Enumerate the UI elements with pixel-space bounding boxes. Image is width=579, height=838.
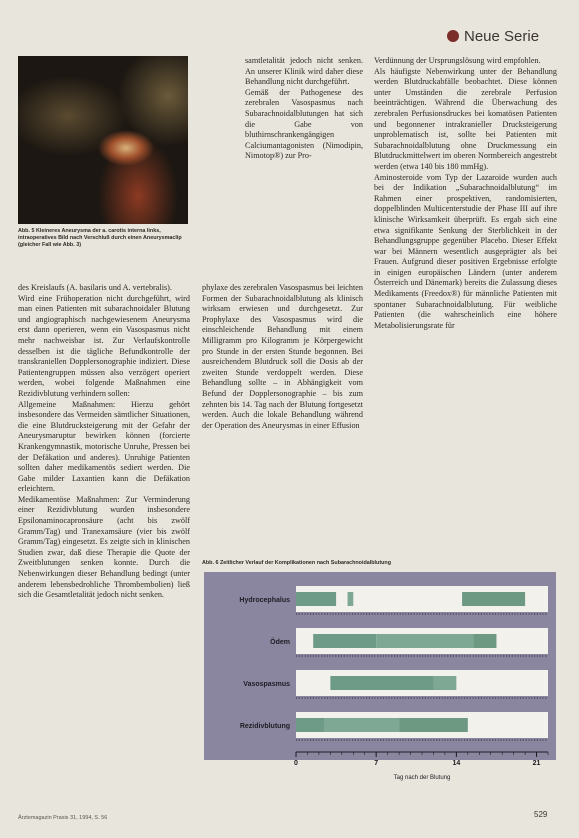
category-label: Ödem xyxy=(270,639,290,646)
paragraph: des Kreislaufs (A. basilaris und A. vertebralis). xyxy=(18,283,172,292)
figure-6-title: Abb. 6 Zeitlicher Verlauf der Komplikationen nach Subarachnoidalblutung xyxy=(202,560,391,566)
series-label: Neue Serie xyxy=(464,27,540,45)
footer-journal: Ärztemagazin Praxis 31, 1994, S. 56 xyxy=(18,815,108,821)
paragraph: Medikamentöse Maßnahmen: Zur Verminderung einer Rezidivblutung wurden insbesondere Epsilonaminocapronsäure (acht bis zwölf Gramm/Tag) und Tranexamsäure (vier bis zwölf Gramm/Tag) eingesetzt. Es zeigte sich in klinischen Studien zwar, daß diese Therapie die Quote der Zweitblutungen senken konnte. Durch die Nebenwirkungen dieser Behandlung bedingt (unter anderem lebensbedrohliche Thrombembolien) ließ sich die Gesamtletalität jedoch nicht senken. xyxy=(18,494,190,600)
paragraph: phylaxe des zerebralen Vasospasmus bei leichten Formen der Subarachnoidalblutung als klinisch wirksam erwiesen und durchgesetzt. Zur Prophylaxe des Vasospasmus wird die einschleichende Behandlung mit einem Milligramm pro Kilogramm je Körpergewicht pro Stunde in der ersten Stunde begonnen. Bei ausreichendem Blutdruck soll die Dosis ab der zweiten Stunde verdoppelt werden. Diese Behandlung sollte – in Abhängigkeit vom Befund der Dopplersonographie – bis zum zehnten bis 14. Tag nach der Blutung fortgesetzt werden. Auch die lokale Behandlung während der Operation des Aneurysmas in einer Effusion xyxy=(202,283,363,430)
page-number: 529 xyxy=(534,810,548,819)
complication-timeline-chart xyxy=(200,566,562,806)
timeline-bar xyxy=(296,718,325,732)
x-axis-label: Tag nach der Blutung xyxy=(393,775,451,781)
x-tick-label: 7 xyxy=(374,760,379,767)
text-column-2-bottom xyxy=(202,283,363,555)
timeline-bar xyxy=(325,718,399,732)
paragraph: Allgemeine Maßnahmen: Hierzu gehört insbesondere das Vermeiden sämtlicher Situationen, die eine Blutdrucksteigerung mit der Gefahr der Aneurysmaruptur bewirken können (forcierte Krankengymnastik, motorische Unruhe, Pressen bei der Defäkation und anderes). Unruhige Patienten sollten daher medikamentös sediert werden. Die Gabe milder Laxantien kann die Defäkation erleichtern. xyxy=(18,399,190,494)
category-label: Hydrocephalus xyxy=(239,597,290,604)
timeline-bar xyxy=(433,676,456,690)
aneurysm-photo xyxy=(18,56,188,224)
paragraph: Als häufigste Nebenwirkung unter der Behandlung werden Blutdruckabfälle beobachtet. Diese können unter Umständen die zerebrale Perfusion beeinträchtigen. Während die Überwachung des zerebralen Perfusionsdruckes bei komatösen Patienten und begonnener intrakranieller Drucksteigerung unproblematisch ist, sollte bei Patienten mit Subarachnoidalblutung ohne Druckmessung ein Blutdruckmittelwert im oberen Normbereich angestrebt werden (etwa 140 bis 180 mmHg). xyxy=(374,66,557,171)
x-tick-label: 14 xyxy=(452,760,461,767)
paragraph: Aminosteroide vom Typ der Lazaroide wurden auch bei der Indikation „Subarachnoidalblutung“ im Rahmen einer prospektiven, randomisierten, doppelblinden Multicenterstudie der Phase III auf ihre klinische Wirksamkeit überprüft. Es ergab sich eine etwa signifikante Senkung der Sterblichkeit in der Behandlungsgruppe gegenüber Placebo. Dieser Effekt war bei Männern wesentlich ausgeprägter als bei Frauen. Aufgrund dieser positiven Ergebnisse erfolgte in einigen europäischen Ländern (unter anderem Österreich und Dänemark) bereits die Zulassung dieses Medikaments (Freedox®) für männliche Patienten mit spontaner Subarachnoidalblutung. Für weibliche Patienten (die wahrscheinlich eine höhere Metabolisierungsrate für xyxy=(374,172,557,330)
timeline-bar xyxy=(399,718,468,732)
bullet-icon xyxy=(447,30,459,42)
paragraph: Wird eine Frühoperation nicht durchgeführt, wird man einen Patienten mit subarachnoidaler Blutung und angiographisch nachgewiesenem Aneurysma erst dann operieren, wenn ein Vasospasmus nicht mehr nachweisbar ist. Zur Verlaufskontrolle desselben ist die tägliche Befundkontrolle der transkraniellen Dopplersonographie indiziert. Diese Patientengruppen müssen also verzögert operiert werden, wobei folgende Maßnahmen eine Rezidivblutung verhindern sollen: xyxy=(18,293,190,398)
paragraph: Verdünnung der Ursprungslösung wird empfohlen. xyxy=(374,56,541,65)
timeline-bar xyxy=(348,592,354,606)
text-column-2-top xyxy=(245,56,363,284)
x-tick-label: 0 xyxy=(294,760,298,767)
paragraph: Gemäß der Pathogenese des zerebralen Vasospasmus nach Subarachnoidalblutungen hat sich die Gabe von bluthirnschrankengängigen Calciumantagonisten (Nimodipin, Nimotop®) zur Pro- xyxy=(245,87,363,161)
timeline-bar xyxy=(474,634,497,648)
timeline-bar xyxy=(376,634,473,648)
x-tick-label: 21 xyxy=(532,760,541,767)
figure-5-caption: Abb. 5 Kleineres Aneurysma der a. carotis interna links, intraoperatives Bild nach Verschluß durch einen Aneurysmaclip (gleicher Fall wie Abb. 3) xyxy=(18,228,182,248)
paragraph: samtletalität jedoch nicht senken. An unserer Klinik wird daher diese Behandlung nicht durchgeführt. xyxy=(245,56,363,87)
timeline-bar xyxy=(313,634,376,648)
timeline-bar xyxy=(462,592,525,606)
timeline-bar xyxy=(296,592,336,606)
text-column-3 xyxy=(374,56,557,556)
category-label: Rezidivblutung xyxy=(239,723,290,730)
timeline-bar xyxy=(330,676,433,690)
series-tag xyxy=(447,26,539,46)
category-label: Vasospasmus xyxy=(243,681,290,688)
text-column-1 xyxy=(18,283,190,818)
